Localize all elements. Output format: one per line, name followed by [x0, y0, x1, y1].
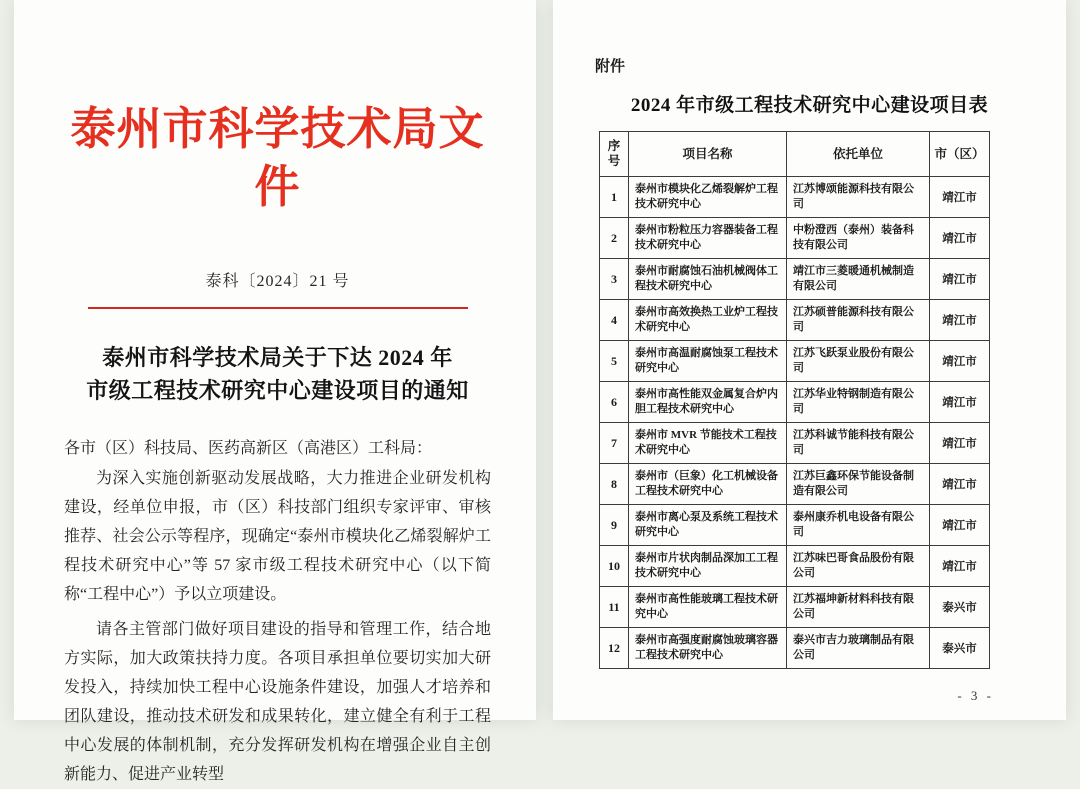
supporting-unit: 江苏博颂能源科技有限公司 — [787, 177, 930, 218]
supporting-unit: 江苏硕普能源科技有限公司 — [787, 300, 930, 341]
supporting-unit: 靖江市三菱暖通机械制造有限公司 — [787, 259, 930, 300]
project-name: 泰州市高性能玻璃工程技术研究中心 — [629, 587, 787, 628]
salutation: 各市（区）科技局、医药高新区（高港区）工科局： — [64, 440, 433, 457]
table-header-cell: 项目名称 — [629, 132, 787, 177]
project-name: 泰州市耐腐蚀石油机械阀体工程技术研究中心 — [629, 259, 787, 300]
row-number: 3 — [600, 259, 629, 300]
city-district: 泰兴市 — [930, 628, 990, 669]
table-row — [600, 423, 990, 464]
city-district: 靖江市 — [930, 259, 990, 300]
page-number: - 3 - — [957, 688, 994, 703]
supporting-unit: 泰州康乔机电设备有限公司 — [787, 505, 930, 546]
table-row — [600, 546, 990, 587]
supporting-unit: 江苏味巴哥食品股份有限公司 — [787, 546, 930, 587]
row-number: 2 — [600, 218, 629, 259]
notice-title-line1: 泰州市科学技术局关于下达 2024 年 — [102, 345, 453, 370]
project-name: 泰州市模块化乙烯裂解炉工程技术研究中心 — [629, 177, 787, 218]
table-title: 2024 年市级工程技术研究中心建设项目表 — [630, 95, 989, 116]
red-divider — [88, 307, 468, 309]
row-number: 8 — [600, 464, 629, 505]
row-number: 9 — [600, 505, 629, 546]
letterhead-title: 泰州市科学技术局文件 — [70, 104, 485, 212]
city-district: 靖江市 — [930, 382, 990, 423]
table-header-row — [600, 132, 990, 177]
notice-content — [14, 100, 536, 789]
city-district: 靖江市 — [930, 546, 990, 587]
table-row — [600, 300, 990, 341]
city-district: 靖江市 — [930, 423, 990, 464]
table-row — [600, 628, 990, 669]
body-paragraph: 请各主管部门做好项目建设的指导和管理工作，结合地方实际，加大政策扶持力度。各项目承担单位要切实加大研发投入，持续加快工程中心设施条件建设，加强人才培养和团队建设，推动技术研发和成果转化，建立健全有利于工程中心发展的体制机制，充分发挥研发机构在增强企业自主创新能力、促进产业转型 — [64, 621, 491, 783]
row-number: 1 — [600, 177, 629, 218]
notice-title — [64, 341, 491, 407]
supporting-unit: 泰兴市吉力玻璃制品有限公司 — [787, 628, 930, 669]
notice-title-line2: 市级工程技术研究中心建设项目的通知 — [86, 378, 469, 403]
table-row — [600, 464, 990, 505]
project-name: 泰州市粉粒压力容器装备工程技术研究中心 — [629, 218, 787, 259]
supporting-unit: 江苏巨鑫环保节能设备制造有限公司 — [787, 464, 930, 505]
project-name: 泰州市高强度耐腐蚀玻璃容器工程技术研究中心 — [629, 628, 787, 669]
project-name: 泰州市片状肉制品深加工工程技术研究中心 — [629, 546, 787, 587]
city-district: 靖江市 — [930, 505, 990, 546]
city-district: 靖江市 — [930, 300, 990, 341]
supporting-unit: 江苏科诚节能科技有限公司 — [787, 423, 930, 464]
supporting-unit: 中粉澄西（泰州）装备科技有限公司 — [787, 218, 930, 259]
table-row — [600, 218, 990, 259]
city-district: 靖江市 — [930, 218, 990, 259]
supporting-unit: 江苏华业特钢制造有限公司 — [787, 382, 930, 423]
project-table — [599, 131, 990, 669]
body-paragraph: 为深入实施创新驱动发展战略，大力推进企业研发机构建设，经单位申报，市（区）科技部门组织专家评审、审核推荐、社会公示等程序，现确定“泰州市模块化乙烯裂解炉工程技术研究中心”等 57 家市级工程技术研究中心（以下简称“工程中心”）予以立项建设。 — [64, 470, 491, 603]
table-header-cell: 序号 — [600, 132, 629, 177]
row-number: 7 — [600, 423, 629, 464]
notice-page — [14, 0, 536, 783]
document-number: 泰科〔2024〕21 号 — [205, 273, 350, 290]
row-number: 12 — [600, 628, 629, 669]
project-name: 泰州市 MVR 节能技术工程技术研究中心 — [629, 423, 787, 464]
table-row — [600, 382, 990, 423]
project-name: 泰州市高温耐腐蚀泵工程技术研究中心 — [629, 341, 787, 382]
row-number: 11 — [600, 587, 629, 628]
city-district: 靖江市 — [930, 341, 990, 382]
city-district: 泰兴市 — [930, 587, 990, 628]
city-district: 靖江市 — [930, 177, 990, 218]
table-header-cell: 市（区） — [930, 132, 990, 177]
table-row — [600, 505, 990, 546]
attachment-label: 附件 — [595, 59, 626, 75]
supporting-unit: 江苏福坤新材料科技有限公司 — [787, 587, 930, 628]
table-row — [600, 587, 990, 628]
project-name: 泰州市高效换热工业炉工程技术研究中心 — [629, 300, 787, 341]
city-district: 靖江市 — [930, 464, 990, 505]
row-number: 10 — [600, 546, 629, 587]
row-number: 6 — [600, 382, 629, 423]
row-number: 5 — [600, 341, 629, 382]
table-row — [600, 177, 990, 218]
attachment-page — [553, 0, 1066, 720]
table-body — [600, 177, 990, 669]
supporting-unit: 江苏飞跃泵业股份有限公司 — [787, 341, 930, 382]
table-row — [600, 259, 990, 300]
project-name: 泰州市（巨象）化工机械设备工程技术研究中心 — [629, 464, 787, 505]
project-name: 泰州市离心泵及系统工程技术研究中心 — [629, 505, 787, 546]
row-number: 4 — [600, 300, 629, 341]
table-row — [600, 341, 990, 382]
project-name: 泰州市高性能双金属复合炉内胆工程技术研究中心 — [629, 382, 787, 423]
table-header-cell: 依托单位 — [787, 132, 930, 177]
